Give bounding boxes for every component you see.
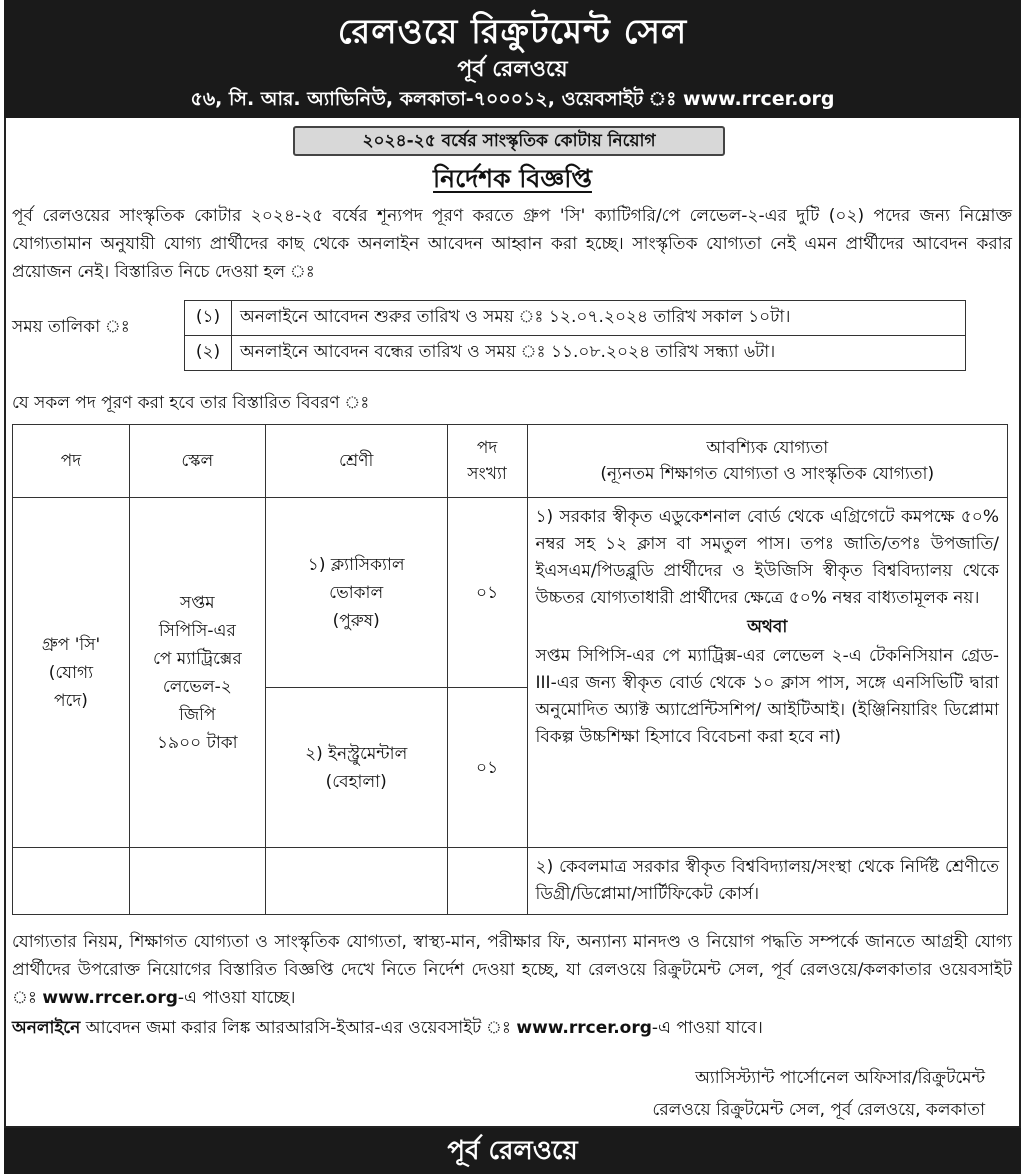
post-line: (যোগ্য [48, 662, 94, 683]
website-link[interactable]: www.rrcer.org [42, 988, 178, 1008]
header-count [447, 425, 527, 498]
org-name: রেলওয়ে রিক্রুটমেন্ট সেল [337, 12, 688, 52]
online-application-line [12, 1014, 1012, 1042]
online-lead: অনলাইনে [12, 1018, 81, 1038]
signature-block [652, 1062, 985, 1126]
schedule-row [185, 336, 966, 371]
header-category: শ্রেণী [265, 425, 447, 498]
signatory-title: অ্যাসিস্ট্যান্ট পার্সোনেল অফিসার/রিক্রুটমেন্ট [695, 1068, 985, 1088]
header-qual-line1: আবশ্যিক যোগ্যতা [706, 438, 829, 458]
category-line: (পুরুষ) [332, 610, 380, 631]
header-count-line2: সংখ্যা [467, 464, 507, 484]
scale-cell-continued [129, 848, 265, 915]
scale-line: ১৯০০ টাকা [157, 732, 238, 753]
scale-line: সিপিসি-এর [158, 620, 236, 641]
footer-paragraph [12, 928, 1012, 1012]
count-cell-continued [447, 848, 527, 915]
post-cell-continued [13, 848, 130, 915]
category-cell-continued [265, 848, 447, 915]
schedule-text: অনলাইনে আবেদন শুরুর তারিখ ও সময় ঃ ১২.০৭.২০২৪ তারিখ সকাল ১০টা। [232, 301, 966, 336]
online-text: আবেদন জমা করার লিঙ্ক আরআরসি-ইআর-এর ওয়েবসাইট ঃ [80, 1018, 517, 1038]
website-link-2[interactable]: www.rrcer.org [516, 1018, 652, 1038]
online-end: -এ পাওয়া যাবে। [651, 1018, 763, 1038]
header-scale: স্কেল [129, 425, 265, 498]
zone-name: পূর্ব রেলওয়ে [457, 57, 568, 82]
scale-line: লেভেল-২ [162, 676, 232, 697]
details-label: যে সকল পদ পূরণ করা হবে তার বিস্তারিত বিবরণ ঃ [12, 393, 370, 413]
header-post: পদ [13, 425, 130, 498]
qualification-text: সপ্তম সিপিসি-এর পে ম্যাট্রিক্স-এর লেভেল ২-এ টেকনিসিয়ান গ্রেড-III-এর জন্য স্বীকৃত বোর্ড থেকে ১০ ক্লাস পাস, সঙ্গে এনসিভিটি দ্বারা অনুমোদিত অ্যাক্ট অ্যাপ্রেন্টিসশিপ/ আইটিআই। (ইঞ্জিনিয়ারিং ডিপ্লোমা বিকল্প উচ্চশিক্ষা হিসাবে বিবেচনা করা হবে না) [535, 646, 999, 747]
header-count-line1: পদ [476, 438, 498, 458]
schedule-table [184, 300, 966, 371]
scale-line: জিপি [179, 704, 216, 725]
address-line: ৫৬, সি. আর. অ্যাভিনিউ, কলকাতা-৭০০০১২, ওয়েবসাইট ঃ www.rrcer.org [190, 88, 835, 110]
posts-table [12, 424, 1008, 915]
schedule-row [185, 301, 966, 336]
header-qualification [527, 425, 1007, 498]
category-line: (বেহালা) [325, 771, 387, 792]
table-header-row [13, 425, 1008, 498]
post-line: গ্রুপ 'সি' [41, 634, 101, 655]
schedule-num: (১) [185, 301, 232, 336]
schedule-text: অনলাইনে আবেদন বন্ধের তারিখ ও সময় ঃ ১১.০৮.২০২৪ তারিখ সন্ধ্যা ৬টা। [232, 336, 966, 371]
quota-title: ২০২৪-২৫ বর্ষের সাংস্কৃতিক কোটায় নিয়োগ [293, 126, 725, 156]
scale-line: পে ম্যাট্রিক্সের [152, 648, 242, 669]
intro-paragraph: পূর্ব রেলওয়ের সাংস্কৃতিক কোটার ২০২৪-২৫ বর্ষের শূন্যপদ পূরণ করতে গ্রুপ 'সি' ক্যাটিগরি/পে লেভেল-২-এর দুটি (০২) পদের জন্য নিম্নোক্ত যোগ্যতামান অনুযায়ী যোগ্য প্রার্থীদের কাছ থেকে অনলাইন আবেদন আহ্বান করা হচ্ছে। সাংস্কৃতিক যোগ্যতা নেই এমন প্রার্থীদের আবেদন করার প্রয়োজন নেই। বিস্তারিত নিচে দেওয়া হল ঃ [12, 206, 1012, 282]
footer-text: যোগ্যতার নিয়ম, শিক্ষাগত যোগ্যতা ও সাংস্কৃতিক যোগ্যতা, স্বাস্থ্য-মান, পরীক্ষার ফি, অন্যান্য মানদণ্ড ও নিয়োগ পদ্ধতি সম্পর্কে জানতে আগ্রহী যোগ্য প্রার্থীদের উপরোক্ত নিয়োগের বিস্তারিত বিজ্ঞপ্তি দেখে নিতে নির্দেশ দেওয়া হচ্ছে, যা রেলওয়ে রিক্রুটমেন্ট সেল, পূর্ব রেলওয়ে/কলকাতার ওয়েবসাইট ঃ [12, 932, 1012, 1008]
table-row [13, 498, 1008, 688]
header-qual-line2: (ন্যূনতম শিক্ষাগত যোগ্যতা ও সাংস্কৃতিক যোগ্যতা) [600, 464, 935, 484]
qualification-cell-a [527, 498, 1007, 848]
qualification-text: ১) সরকার স্বীকৃত এডুকেশনাল বোর্ড থেকে এগ্রিগেটে কমপক্ষে ৫০% নম্বর সহ ১২ ক্লাস বা সমতুল পাস। তপঃ জাতি/তপঃ উপজাতি/ইএসএম/পিডব্লুডি প্রার্থীদের ও ইউজিসি স্বীকৃত বিশ্ববিদ্যালয় থেকে উচ্চতর যোগ্যতাধারী প্রার্থীদের ক্ষেত্রে ৫০% নম্বর বাধ্যতামূলক নয়। [535, 507, 999, 608]
scale-cell [129, 498, 265, 848]
category-line: ১) ক্ল্যাসিক্যাল [307, 554, 405, 575]
category-line: ২) ইনস্ট্রুমেন্টাল [305, 743, 408, 764]
post-line: পদে) [53, 690, 88, 711]
scale-line: সপ্তম [179, 592, 215, 613]
notice-title [0, 162, 1025, 196]
qualification-cell-b: ২) কেবলমাত্র সরকার স্বীকৃত বিশ্ববিদ্যালয়/সংস্থা থেকে নির্দিষ্ট শ্রেণীতে ডিগ্রী/ডিপ্লোমা/সার্টিফিকেট কোর্স। [527, 848, 1007, 915]
qualification-or: অথবা [747, 617, 788, 637]
header-banner [4, 0, 1021, 118]
signatory-office: রেলওয়ে রিক্রুটমেন্ট সেল, পূর্ব রেলওয়ে, কলকাতা [652, 1100, 985, 1120]
category-cell [265, 688, 447, 848]
count-cell: ০১ [447, 498, 527, 688]
footer-text-end: -এ পাওয়া যাচ্ছে। [177, 988, 296, 1008]
post-cell [13, 498, 130, 848]
footer-banner: পূর্ব রেলওয়ে [4, 1128, 1021, 1174]
category-cell [265, 498, 447, 688]
count-cell: ০১ [447, 688, 527, 848]
category-line: ভোকাল [329, 582, 384, 603]
schedule-num: (২) [185, 336, 232, 371]
notice-title-text: নির্দেশক বিজ্ঞপ্তি [433, 164, 592, 193]
table-row [13, 848, 1008, 915]
schedule-label: সময় তালিকা ঃ [12, 317, 130, 337]
